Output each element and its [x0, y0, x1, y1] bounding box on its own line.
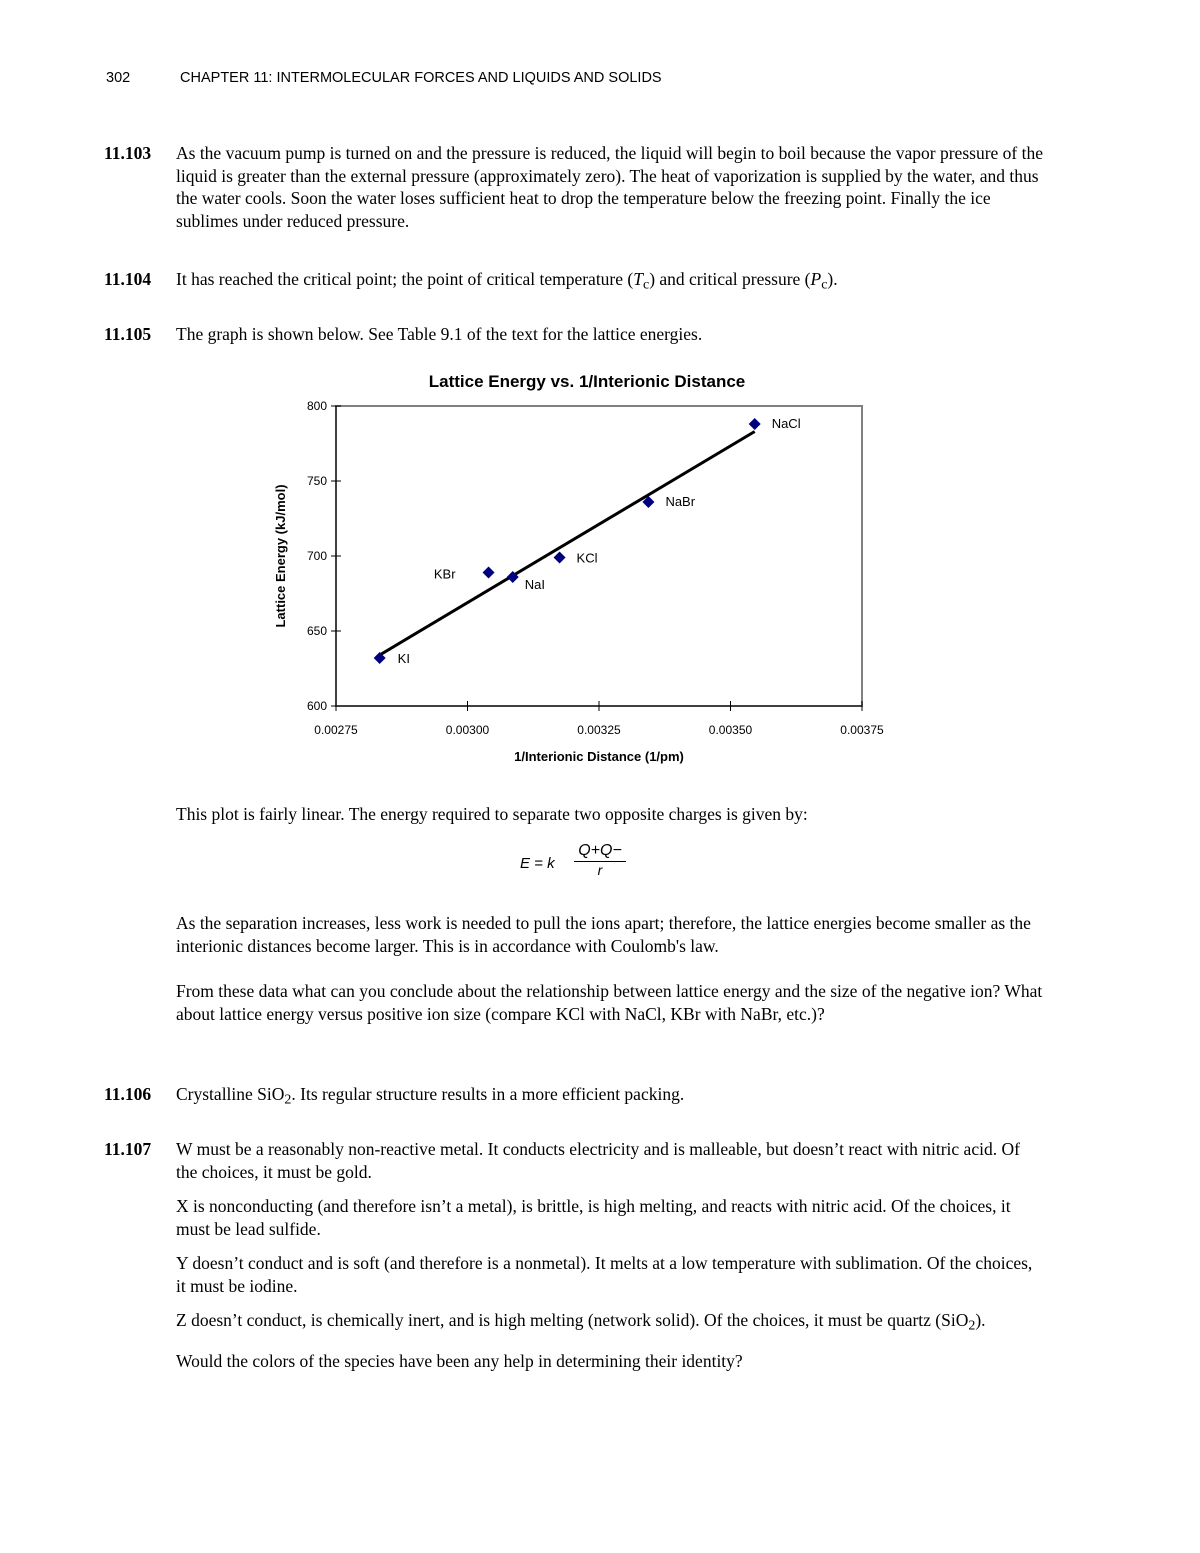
y-text: Y doesn’t conduct and is soft (and therefore is a nonmetal). It melts at a low temperature with sublimation. Of the choices, it must be iodine.: [176, 1253, 1033, 1296]
data-point-kbr: [483, 567, 495, 579]
data-point-nacl: [749, 418, 761, 430]
data-point-kcl: [554, 552, 566, 564]
problem-text: As the vacuum pump is turned on and the pressure is reduced, the liquid will begin to boil because the vapor pressure of the liquid is greater than the external pressure (approximately zero). The heat of vaporization is supplied by the water, and thus the water cools. Soon the water loses sufficient heat to drop the temperature below the freezing point. Finally the ice sublimes under reduced pressure.: [176, 143, 1044, 231]
problem-number: 11.105: [104, 324, 152, 344]
y-axis-label: Lattice Energy (kJ/mol): [273, 484, 288, 628]
formula-numerator: Q+Q−: [574, 842, 626, 862]
y-tick-label: 800: [306, 399, 327, 413]
formula-fraction: [574, 842, 626, 878]
point-label-nabr: NaBr: [665, 494, 696, 509]
problem-11-103: [104, 142, 1044, 232]
y-tick-label: 650: [306, 624, 327, 638]
x-tick-label: 0.00325: [577, 723, 621, 737]
formula-lhs: E = k: [520, 855, 555, 872]
problem-11-105: [104, 323, 1044, 346]
x-axis-label: 1/Interionic Distance (1/pm): [514, 749, 684, 764]
coulomb-formula: [516, 842, 636, 892]
x-tick-label: 0.00350: [708, 723, 753, 737]
chapter-title: CHAPTER 11: INTERMOLECULAR FORCES AND LIQUIDS AND SOLIDS: [180, 70, 662, 86]
point-label-nai: NaI: [524, 577, 545, 592]
page-number: 302: [106, 70, 131, 86]
problem-number: 11.103: [104, 143, 152, 163]
question-text: From these data what can you conclude about the relationship between lattice energy and the size of the negative ion? What about lattice energy versus positive ion size (compare KCl with NaCl, KBr with NaBr, etc.)?: [176, 981, 1043, 1024]
closing-text: Would the colors of the species have been any help in determining their identity?: [176, 1351, 743, 1371]
chart-svg: [265, 365, 905, 770]
point-label-kbr: KBr: [433, 566, 456, 582]
explain-text: As the separation increases, less work is needed to pull the ions apart; therefore, the lattice energies become smaller as the interionic distances become larger. This is in accordance with Coulomb's law.: [176, 913, 1031, 956]
after-chart-text: This plot is fairly linear. The energy required to separate two opposite charges is given by:: [176, 804, 808, 824]
plot-area: [336, 406, 862, 706]
problem-11-105-explanation: [104, 912, 1044, 1025]
problem-text: Crystalline SiO$_2$. Its regular structure results in a more efficient packing.: [176, 1084, 685, 1108]
y-tick-label: 700: [306, 549, 327, 563]
problem-text: It has reached the critical point; the point of critical temperature $(T_c)$ and critical pressure $(P_c)$.: [176, 269, 838, 293]
x-tick-label: 0.00275: [314, 723, 358, 737]
point-label-kcl: KCl: [576, 550, 598, 566]
lattice-energy-chart: [265, 365, 905, 770]
y-tick-label: 750: [306, 474, 327, 488]
page-header: [106, 70, 662, 86]
chart-title: Lattice Energy vs. 1/Interionic Distance: [428, 372, 746, 391]
problem-11-104: [104, 268, 1044, 297]
problem-number: 11.106: [104, 1084, 152, 1104]
problem-intro: The graph is shown below. See Table 9.1 of the text for the lattice energies.: [176, 324, 703, 344]
x-tick-label: 0.00375: [840, 723, 884, 737]
w-text: W must be a reasonably non-reactive metal. It conducts electricity and is malleable, but doesn’t react with nitric acid. Of the choices, it must be gold.: [176, 1139, 1020, 1182]
formula-denominator: r: [597, 862, 603, 878]
problem-11-107: [104, 1138, 1044, 1373]
z-text: Z doesn’t conduct, is chemically inert, and is high melting (network solid). Of the choices, it must be quartz (SiO$_2$).: [176, 1310, 986, 1334]
point-label-ki: KI: [397, 651, 410, 666]
trendline: [380, 432, 755, 656]
problem-number: 11.107: [104, 1139, 152, 1159]
x-text: X is nonconducting (and therefore isn’t a metal), is brittle, is high melting, and reacts with nitric acid. Of the choices, it must be lead sulfide.: [176, 1196, 1011, 1239]
x-tick-label: 0.00300: [445, 723, 490, 737]
y-tick-label: 600: [306, 699, 327, 713]
problem-11-106: [104, 1083, 1044, 1112]
point-label-nacl: NaCl: [771, 416, 801, 431]
problem-number: 11.104: [104, 269, 152, 289]
problem-11-105-discussion: [104, 803, 1044, 826]
